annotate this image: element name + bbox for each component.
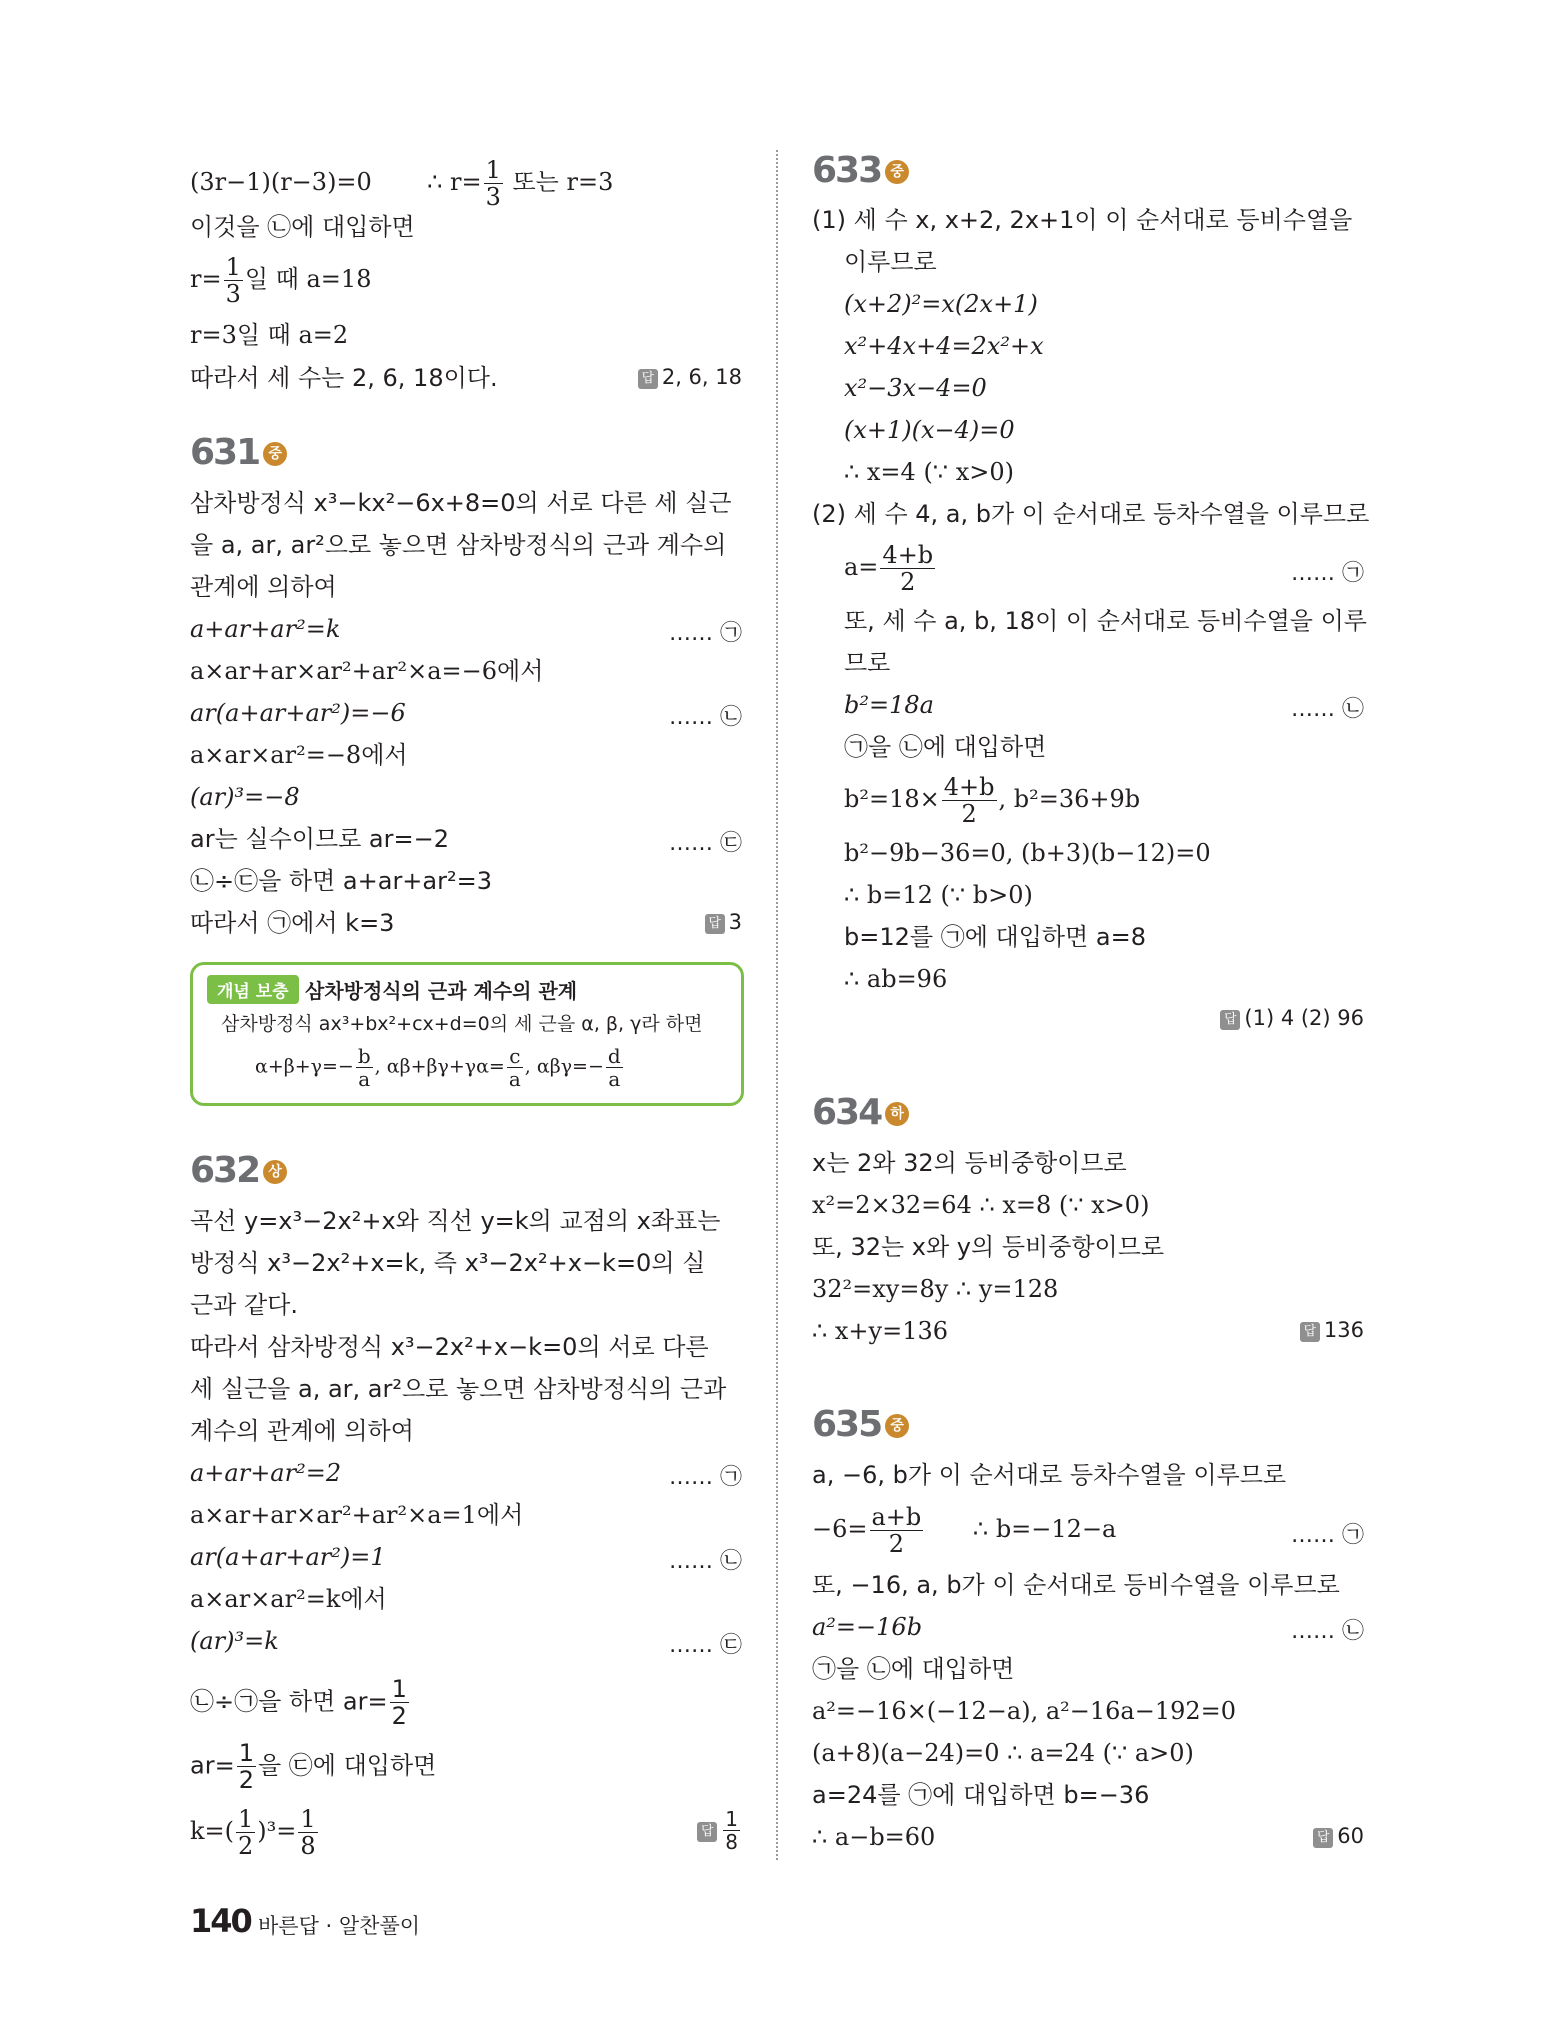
problem-number: 632 상 [190,1150,287,1191]
text-line: r=3일 때 a=2 [190,321,349,349]
text-line: 또, −16, a, b가 이 순서대로 등비수열을 이루므로 [812,1571,1340,1599]
concept-title: 삼차방정식의 근과 계수의 관계 [305,979,578,1003]
difficulty-badge: 중 [885,1414,909,1438]
page-number: 140 [190,1902,251,1940]
text-line: 을 a, ar, ar²으로 놓으면 삼차방정식의 근과 계수의 [190,531,727,559]
text-line: 따라서 세 수는 2, 6, 18이다. [190,364,498,392]
answer: 답 (1) 4 (2) 96 [1220,1006,1364,1030]
text-line: 관계에 의하여 [190,573,337,601]
text-line: ∴ b=12 (∵ b>0) [844,881,1033,909]
text-line: a=24를 ㉠에 대입하면 b=−36 [812,1781,1150,1809]
text-line: x²+4x+4=2x²+x [844,332,1044,360]
text-line: 므로 [844,649,891,677]
text-line: ㉠을 ㉡에 대입하면 [812,1655,1015,1683]
text-line: (1) 세 수 x, x+2, 2x+1이 이 순서대로 등비수열을 [812,206,1353,234]
text-line: 또, 세 수 a, b, 18이 이 순서대로 등비수열을 이루 [844,607,1367,635]
text-line: (3r−1)(r−3)=0 ∴ r= $\frac{1}{3}$ 또는 r=3 [190,156,614,211]
text-line: ㉡÷㉢을 하면 a+ar+ar²=3 [190,867,492,895]
concept-formula: α+β+γ=− $\frac{b}{a}$ , αβ+βγ+γα= $\frac{c}{a}$ , αβγ=− $\frac{d}{a}$ [255,1044,621,1091]
text-line: a+ar+ar²=2 [190,1459,342,1487]
text-line: a²=−16b [812,1613,923,1641]
text-line: (x+2)²=x(2x+1) [844,290,1038,318]
text-line: 또, 32는 x와 y의 등비중항이므로 [812,1233,1165,1261]
text-line: −6= $\frac{a+b}{2}$ ∴ b=−12−a [812,1503,1117,1558]
problem-number: 635 중 [812,1404,909,1445]
text-line: k=( $\frac{1}{2}$ )³= $\frac{1}{8}$ [190,1805,316,1860]
text-line: 근과 같다. [190,1291,298,1319]
equation-mark: …… ㉠ [669,1465,742,1490]
text-line: x는 2와 32의 등비중항이므로 [812,1149,1127,1177]
text-line: ∴ a−b=60 [812,1823,936,1851]
text-line: 32²=xy=8y ∴ y=128 [812,1275,1059,1303]
text-line: x²=2×32=64 ∴ x=8 (∵ x>0) [812,1191,1150,1219]
text-line: ar는 실수이므로 ar=−2 [190,825,449,853]
text-line: (a+8)(a−24)=0 ∴ a=24 (∵ a>0) [812,1739,1194,1767]
concept-line: 삼차방정식 ax³+bx²+cx+d=0의 세 근을 α, β, γ라 하면 [221,1013,703,1035]
equation-mark: …… ㉡ [669,1549,742,1574]
text-line: 세 실근을 a, ar, ar²으로 놓으면 삼차방정식의 근과 [190,1375,727,1403]
text-line: b=12를 ㉠에 대입하면 a=8 [844,923,1146,951]
difficulty-badge: 중 [263,442,287,466]
difficulty-badge: 상 [263,1160,287,1184]
text-line: ∴ x=4 (∵ x>0) [844,458,1014,486]
concept-tag: 개념 보충 [207,975,299,1004]
text-line: ∴ ab=96 [844,965,948,993]
text-line: 방정식 x³−2x²+x=k, 즉 x³−2x²+x−k=0의 실 [190,1249,706,1277]
text-line: a, −6, b가 이 순서대로 등차수열을 이루므로 [812,1461,1287,1489]
text-line: ∴ x+y=136 [812,1317,949,1345]
text-line: a×ar×ar²=−8에서 [190,741,408,769]
answer: 답 136 [1300,1318,1364,1342]
text-line: b²=18× $\frac{4+b}{2}$ , b²=36+9b [844,773,1141,828]
text-line: (ar)³=k [190,1627,279,1655]
text-line: a= $\frac{4+b}{2}$ [844,541,934,596]
text-line: (2) 세 수 4, a, b가 이 순서대로 등차수열을 이루므로 [812,500,1370,528]
text-line: 곡선 y=x³−2x²+x와 직선 y=k의 교점의 x좌표는 [190,1207,721,1235]
equation-mark: …… ㉡ [669,705,742,730]
text-line: a+ar+ar²=k [190,615,341,643]
text-line: 따라서 삼차방정식 x³−2x²+x−k=0의 서로 다른 [190,1333,709,1361]
text-line: x²−3x−4=0 [844,374,987,402]
text-line: a×ar+ar×ar²+ar²×a=1에서 [190,1501,524,1529]
text-line: 이루므로 [844,248,937,276]
text-line: 이것을 ㉡에 대입하면 [190,213,415,241]
equation-mark: …… ㉠ [1291,561,1364,586]
difficulty-badge: 중 [885,160,909,184]
problem-number: 634 하 [812,1092,909,1133]
equation-mark: …… ㉡ [1291,1619,1364,1644]
text-line: a×ar+ar×ar²+ar²×a=−6에서 [190,657,544,685]
equation-mark: …… ㉢ [669,1633,742,1658]
answer: 답 $\frac{1}{8}$ [697,1808,742,1853]
answer: 답 3 [705,910,742,934]
difficulty-badge: 하 [885,1102,909,1126]
equation-mark: …… ㉢ [669,831,742,856]
text-line: r= $\frac{1}{3}$ 일 때 a=18 [190,253,372,308]
text-line: a²=−16×(−12−a), a²−16a−192=0 [812,1697,1237,1725]
text-line: a×ar×ar²=k에서 [190,1585,387,1613]
answer: 답 2, 6, 18 [638,365,742,389]
text-line: ㉡÷㉠을 하면 ar= $\frac{1}{2}$ [190,1675,407,1730]
footer-title: 바른답 · 알찬풀이 [258,1914,421,1938]
text-line: ar= $\frac{1}{2}$ 을 ㉢에 대입하면 [190,1739,437,1794]
column-divider [776,150,778,1860]
problem-number: 633 중 [812,150,909,191]
fraction: $\frac{1}{3}$ [485,156,501,211]
equation-mark: …… ㉡ [1291,697,1364,722]
text-line: ar(a+ar+ar²)=1 [190,1543,386,1571]
text-line: ar(a+ar+ar²)=−6 [190,699,406,727]
text-line: 따라서 ㉠에서 k=3 [190,909,395,937]
concept-box [190,962,744,1106]
answer: 답 60 [1313,1824,1364,1848]
problem-number: 631 중 [190,432,287,473]
equation-mark: …… ㉠ [1291,1523,1364,1548]
text-line: 계수의 관계에 의하여 [190,1417,414,1445]
text-line: b²=18a [844,691,934,719]
text-line: (ar)³=−8 [190,783,300,811]
text-line: (x+1)(x−4)=0 [844,416,1015,444]
fraction: $\frac{1}{3}$ [225,253,241,308]
text-line: ㉠을 ㉡에 대입하면 [844,733,1047,761]
text-line: 삼차방정식 x³−kx²−6x+8=0의 서로 다른 세 실근 [190,489,732,517]
text-line: b²−9b−36=0, (b+3)(b−12)=0 [844,839,1211,867]
equation-mark: …… ㉠ [669,621,742,646]
